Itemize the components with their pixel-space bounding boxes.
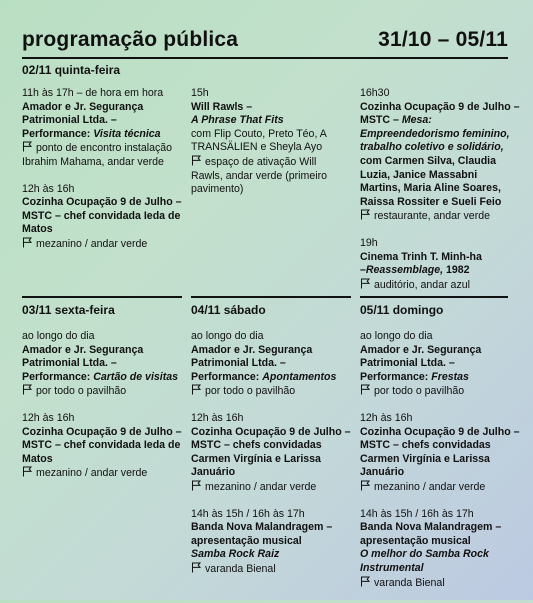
event-title: Cozinha Ocupação 9 de Julho – MSTC – chefs convidadas Carmen Virgínia e Larissa Januário <box>360 425 520 479</box>
event-title: Cozinha Ocupação 9 de Julho – MSTC – chef convidada Ieda de Matos <box>22 425 182 465</box>
day-heading-0311: 03/11 sexta-feira <box>22 303 115 317</box>
event-title: Cinema Trinh T. Minh-ha <box>360 250 482 263</box>
event-location: espaço de ativação Will Rawls, andar verde (primeiro pavimento) <box>191 155 328 196</box>
event-time: 19h <box>360 236 378 249</box>
event-title: Amador e Jr. Segurança Patrimonial Ltda. – Performance: Frestas <box>360 343 482 383</box>
event-title: Banda Nova Malandragem – apresentação musical <box>191 521 333 547</box>
event-title: Amador e Jr. Segurança Patrimonial Ltda. – Performance: Apontamentos <box>191 343 337 383</box>
event-item <box>360 87 520 224</box>
event-title: Amador e Jr. Segurança Patrimonial Ltda. – Performance: Visita técnica <box>22 100 161 140</box>
event-location: mezanino / andar verde <box>22 466 182 481</box>
event-subtitle: Apontamentos <box>262 370 337 383</box>
event-subtitle: –Reassemblage, <box>360 264 444 277</box>
section-rule-0511 <box>360 296 508 298</box>
header-rule <box>22 57 508 59</box>
event-subtitle: Frestas <box>431 370 469 383</box>
event-time: 11h às 17h – de hora em hora <box>22 87 164 99</box>
flag-icon <box>360 480 371 491</box>
event-location: mezanino / andar verde <box>191 480 351 495</box>
event-location: auditório, andar azul <box>360 278 520 293</box>
event-location: ponto de encontro instalação Ibrahim Mahama, andar verde <box>22 142 173 168</box>
event-location: varanda Bienal <box>191 562 351 577</box>
flag-icon <box>22 237 33 248</box>
section-rule-0311 <box>22 296 182 298</box>
flag-icon <box>191 155 202 166</box>
event-title: Cozinha Ocupação 9 de Julho – MSTC – chefs convidadas Carmen Virgínia e Larissa Januário <box>191 425 351 479</box>
event-title: Cozinha Ocupação 9 de Julho – MSTC – Mesa: Empreendedorismo feminino, trabalho coletivo e solidário, com Carmen Silva, Claudia Luzia, Janice Massabni Martins, Maria Aline Soares, Raissa Rossiter e Sueli Feio <box>360 100 520 208</box>
event-location: mezanino / andar verde <box>22 237 182 252</box>
event-item <box>22 183 182 252</box>
event-item <box>191 330 351 399</box>
event-time: 12h às 16h <box>22 182 75 195</box>
event-time: 14h às 15h / 16h às 17h <box>191 507 305 520</box>
event-subtitle: Samba Rock Raiz <box>191 548 280 561</box>
flag-icon <box>22 466 33 477</box>
event-location: varanda Bienal <box>360 576 520 591</box>
event-item <box>22 330 182 399</box>
event-location: por todo o pavilhão <box>360 384 520 399</box>
flag-icon <box>191 384 202 395</box>
event-title: Banda Nova Malandragem – apresentação musical <box>360 521 502 547</box>
event-title: Amador e Jr. Segurança Patrimonial Ltda. – Performance: Cartão de visitas <box>22 343 179 383</box>
event-time: 15h <box>191 87 209 99</box>
event-subtitle: Visita técnica <box>93 127 161 140</box>
page-header <box>22 28 508 58</box>
event-title: Will Rawls – <box>191 100 253 113</box>
event-location: restaurante, andar verde <box>360 209 520 224</box>
section-rule-0411 <box>191 296 351 298</box>
event-time: 14h às 15h / 16h às 17h <box>360 507 474 520</box>
event-title: Cozinha Ocupação 9 de Julho – MSTC – chef convidada Ieda de Matos <box>22 196 182 236</box>
event-subtitle: Cartão de visitas <box>93 370 179 383</box>
event-subtitle: O melhor do Samba Rock Instrumental <box>360 548 489 574</box>
flag-icon <box>360 278 371 289</box>
event-location: por todo o pavilhão <box>22 384 182 399</box>
event-time: ao longo do dia <box>22 330 95 342</box>
event-subtitle-line <box>360 264 520 278</box>
flag-icon <box>360 209 371 220</box>
page-title: programação pública <box>22 28 239 51</box>
event-item <box>191 508 351 577</box>
event-subtitle: A Phrase That Fits <box>191 114 284 127</box>
event-time: ao longo do dia <box>191 330 264 342</box>
event-time: 12h às 16h <box>191 411 244 424</box>
day-column-0211-c <box>360 87 520 305</box>
day-heading-0411: 04/11 sábado <box>191 303 266 317</box>
event-time: 12h às 16h <box>360 411 413 424</box>
event-item <box>191 87 351 197</box>
day-heading-0511: 05/11 domingo <box>360 303 444 317</box>
event-item <box>360 237 520 292</box>
day-column-0511 <box>360 330 520 603</box>
flag-icon <box>191 480 202 491</box>
event-item <box>360 412 520 495</box>
flag-icon <box>360 576 371 587</box>
event-location: por todo o pavilhão <box>191 384 351 399</box>
event-subtitle: Mesa: Empreendedorismo feminino, trabalho coletivo e solidário, <box>360 114 510 154</box>
event-year: 1982 <box>443 264 470 277</box>
event-item <box>22 87 182 170</box>
day-column-0311 <box>22 330 182 494</box>
flag-icon <box>22 141 33 152</box>
event-item <box>191 412 351 495</box>
event-time: ao longo do dia <box>360 330 433 342</box>
event-detail: com Flip Couto, Preto Téo, A TRANSÄLIEN e Sheyla Ayo <box>191 127 327 154</box>
event-time: 12h às 16h <box>22 411 75 424</box>
day-column-0211-b <box>191 87 351 210</box>
day-column-0411 <box>191 330 351 590</box>
day-heading-0211: 02/11 quinta-feira <box>22 63 121 77</box>
event-location: mezanino / andar verde <box>360 480 520 495</box>
flag-icon <box>360 384 371 395</box>
flag-icon <box>191 562 202 573</box>
flag-icon <box>22 384 33 395</box>
event-item <box>360 330 520 399</box>
event-item <box>360 508 520 591</box>
day-column-0211-a <box>22 87 182 265</box>
date-range: 31/10 – 05/11 <box>378 28 508 51</box>
event-item <box>22 412 182 481</box>
event-time: 16h30 <box>360 87 390 99</box>
program-page <box>22 0 520 600</box>
